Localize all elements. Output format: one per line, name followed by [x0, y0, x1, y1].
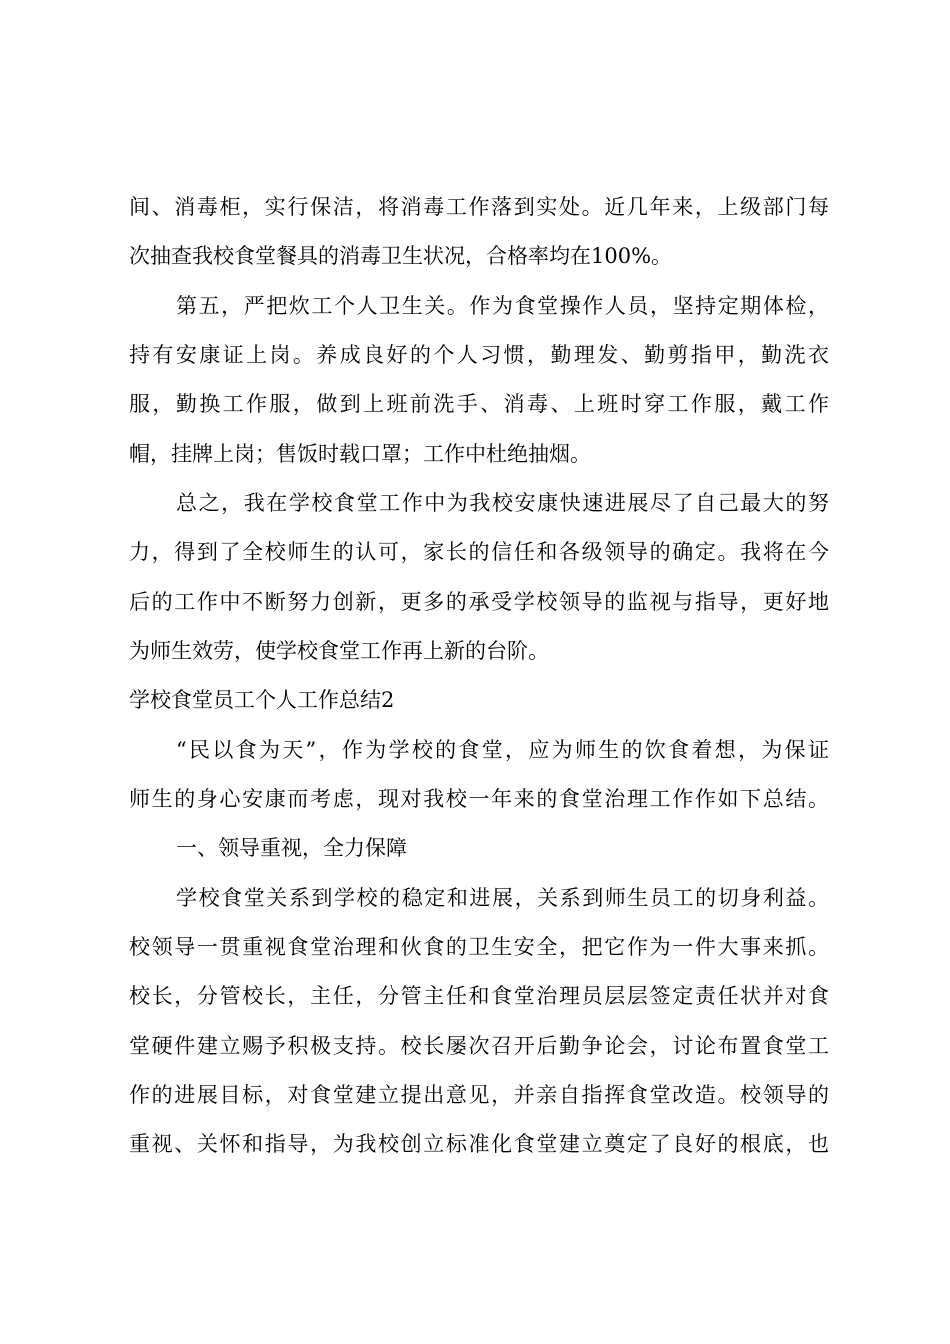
text-line: 作的进展目标，对食堂建立提出意见，并亲自指挥食堂改造。校领导的 — [129, 1083, 829, 1107]
text-line: 间、消毒柜，实行保洁，将消毒工作落到实处。近几年来，上级部门每 — [129, 195, 829, 219]
text-line: 总之，我在学校食堂工作中为我校安康快速进展尽了自己最大的努 — [176, 491, 829, 515]
text-line: 帽，挂牌上岗；售饭时载口罩；工作中杜绝抽烟。 — [129, 442, 591, 466]
text-line: 后的工作中不断努力创新，更多的承受学校领导的监视与指导，更好地 — [129, 590, 829, 614]
text-line: 校长，分管校长，主任，分管主任和食堂治理员层层签定责任状并对食 — [129, 984, 829, 1008]
text-line: 重视、关怀和指导，为我校创立标准化食堂建立奠定了良好的根底，也 — [129, 1132, 829, 1156]
text-line: 持有安康证上岗。养成良好的个人习惯，勤理发、勤剪指甲，勤洗衣 — [129, 343, 829, 367]
subsection-heading: 一、领导重视，全力保障 — [176, 836, 407, 860]
text-line: 学校食堂关系到学校的稳定和进展，关系到师生员工的切身利益。 — [176, 886, 829, 910]
text-line: 校领导一贯重视食堂治理和伙食的卫生安全，把它作为一件大事来抓。 — [129, 935, 829, 959]
text-line: 力，得到了全校师生的认可，家长的信任和各级领导的确定。我将在今 — [129, 540, 829, 564]
text-line: “民以食为天”，作为学校的食堂，应为师生的饮食着想，为保证 — [176, 738, 829, 762]
text-line: 次抽查我校食堂餐具的消毒卫生状况，合格率均在100%。 — [129, 244, 673, 268]
text-line: 师生的身心安康而考虑，现对我校一年来的食堂治理工作作如下总结。 — [129, 787, 829, 811]
text-line: 为师生效劳，使学校食堂工作再上新的台阶。 — [129, 639, 549, 663]
section-heading: 学校食堂员工个人工作总结2 — [129, 688, 395, 712]
text-line: 堂硬件建立赐予积极支持。校长屡次召开后勤争论会，讨论布置食堂工 — [129, 1034, 829, 1058]
text-line: 第五，严把炊工个人卫生关。作为食堂操作人员，坚持定期体检， — [176, 294, 829, 318]
text-line: 服，勤换工作服，做到上班前洗手、消毒、上班时穿工作服，戴工作 — [129, 392, 829, 416]
